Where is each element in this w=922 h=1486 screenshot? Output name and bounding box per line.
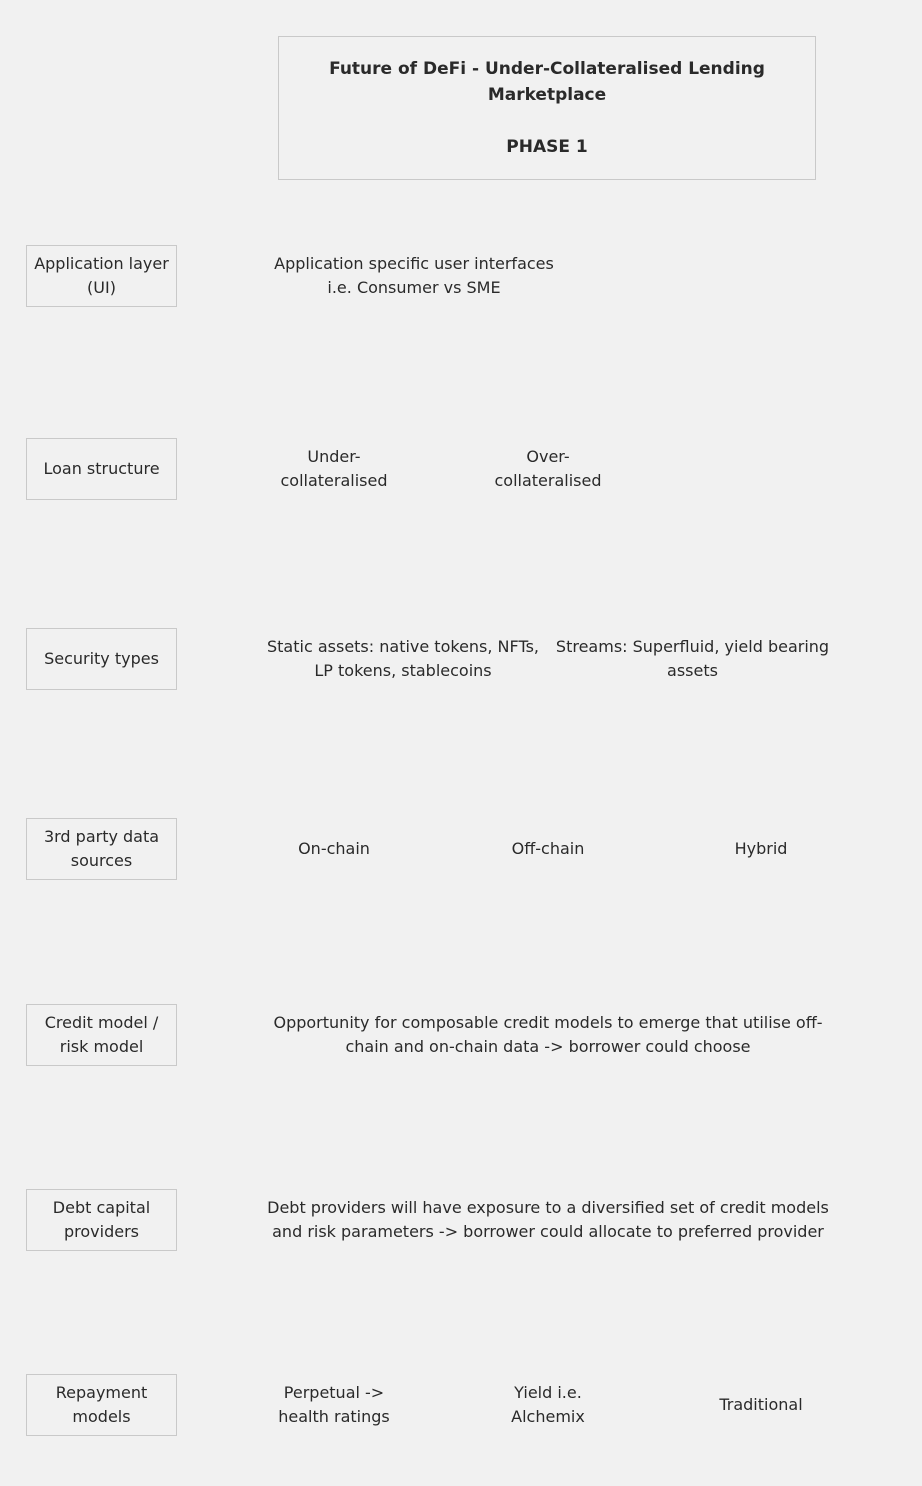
row-label-application-layer: Application layer (UI): [26, 245, 177, 307]
diagram-title-box: [278, 36, 816, 180]
row-label-debt-capital-providers: Debt capital providers: [26, 1189, 177, 1251]
credit-model-item: Opportunity for composable credit models to emerge that utilise off- chain and on-chain data -> borrower could choose: [273, 1013, 823, 1056]
row-label-data-sources: 3rd party data sources: [26, 818, 177, 880]
repayment-perpetual: Perpetual -> health ratings: [278, 1383, 390, 1426]
data-source-on-chain: On-chain: [298, 839, 370, 858]
row-label-security-types: Security types: [26, 628, 177, 690]
data-source-off-chain: Off-chain: [511, 839, 585, 858]
security-type-streams: Streams: Superfluid, yield bearing assets: [555, 637, 830, 680]
loan-structure-under-collateralised: Under- collateralised: [280, 447, 388, 490]
phase-label: PHASE 1: [506, 137, 588, 157]
row-label-credit-model: Credit model / risk model: [26, 1004, 177, 1066]
security-type-static-assets: Static assets: native tokens, NFTs, LP tokens, stablecoins: [267, 637, 539, 680]
row-label-loan-structure: Loan structure: [26, 438, 177, 500]
row-label-repayment-models: Repayment models: [26, 1374, 177, 1436]
repayment-traditional: Traditional: [719, 1395, 803, 1414]
loan-structure-over-collateralised: Over- collateralised: [494, 447, 602, 490]
debt-capital-item: Debt providers will have exposure to a diversified set of credit models and risk parameters -> borrower could allocate to preferred provider: [267, 1198, 829, 1241]
diagram-title: Future of DeFi - Under-Collateralised Lending Marketplace: [329, 59, 765, 105]
data-source-hybrid: Hybrid: [734, 839, 788, 858]
repayment-yield: Yield i.e. Alchemix: [511, 1383, 585, 1426]
application-layer-item: Application specific user interfaces i.e. Consumer vs SME: [274, 254, 554, 297]
